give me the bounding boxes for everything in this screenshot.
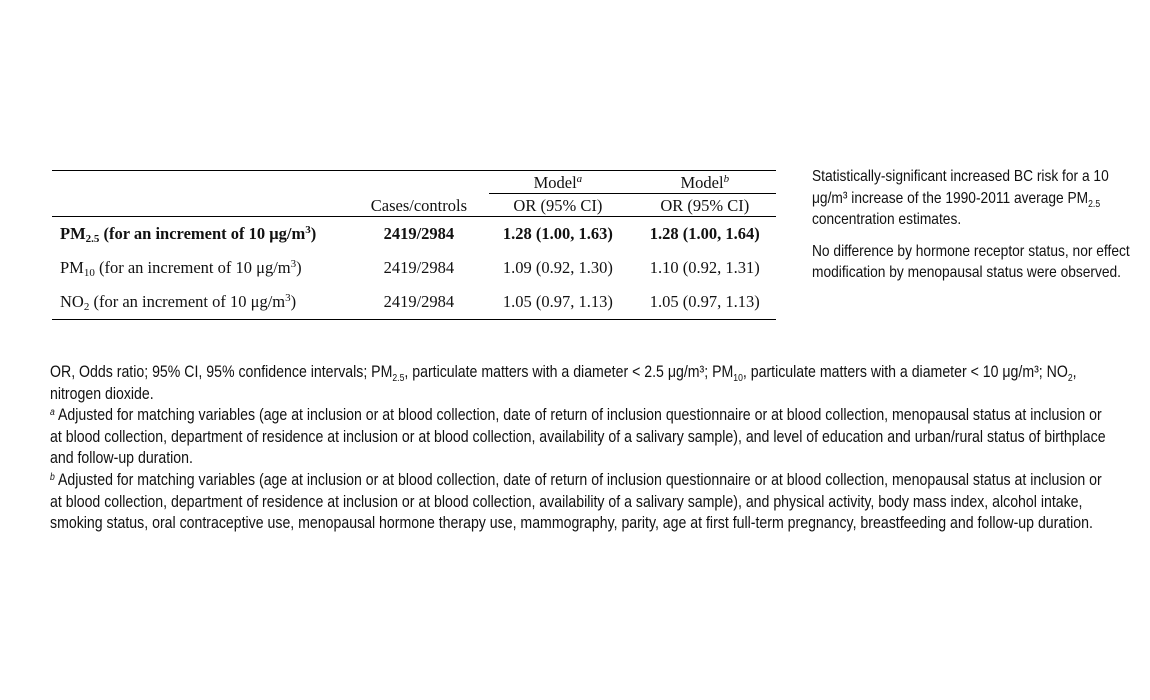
side-note (812, 166, 1132, 294)
row-label: $PM_{10}$ (for an increment of 10 $\mu g/m^3$) (60, 258, 302, 279)
model-a-cell: 1.28 (1.00, 1.63) (502, 224, 613, 243)
side-note-no-difference: No difference by hormone receptor status, nor effect modification by menopausal status were observed. (812, 242, 1130, 281)
results-table-container (52, 170, 776, 320)
model-a-header: Model$^a$ (489, 171, 626, 194)
model-a-cell: 1.05 (0.97, 1.13) (489, 285, 626, 320)
model-b-cell: 1.28 (1.00, 1.64) (649, 224, 760, 243)
row-label: $PM_{2.5}$ (for an increment of 10 $\mu g/m^3$) (60, 224, 317, 245)
header-row-columns (52, 194, 776, 217)
cases-controls-cell: 2419/2984 (383, 224, 455, 243)
model-b-cell: 1.05 (0.97, 1.13) (634, 285, 776, 320)
cases-controls-cell: 2419/2984 (383, 258, 455, 277)
footnote-b: $^b$ Adjusted for matching variables (age at inclusion or at blood collection, date of return of inclusion questionnaire or at blood collection, menopausal status at inclusion or at blood collection, department of residence at inclusion or at blood collection, availability of a salivary sample), and physical activity, body mass index, alcohol intake, smoking status, oral contraceptive use, menopausal hormone therapy use, mammography, parity, age at first full-term pregnancy, breastfeeding and follow-up duration. (50, 470, 1102, 533)
or-ci-header-a: OR (95% CI) (489, 194, 626, 217)
table-row-pm25 (52, 217, 776, 252)
row-label: $NO_2$ (for an increment of 10 $\mu g/m^3$) (52, 285, 356, 320)
table-row-no2 (52, 285, 776, 320)
header-row-models (52, 171, 776, 194)
footnotes (50, 362, 1106, 535)
results-table (52, 170, 776, 320)
footnote-a: $^a$ Adjusted for matching variables (age at inclusion or at blood collection, date of return of inclusion questionnaire or at blood collection, menopausal status at inclusion or at blood collection, department of residence at inclusion or at blood collection, availability of a salivary sample), and level of education and urban/rural status of birthplace and follow-up duration. (50, 406, 1106, 468)
model-b-cell: 1.10 (0.92, 1.31) (649, 258, 760, 277)
cases-controls-header: Cases/controls (356, 194, 483, 217)
model-b-header: Model$^b$ (634, 171, 776, 194)
footnote-abbreviations: OR, Odds ratio; 95% CI, 95% confidence intervals; $PM_{2.5}$, particulate matters with a diameter < 2.5 μg/m³; $PM_{10}$, particulate matters with a diameter < 10 μg/m³; $NO_2$, nitrogen dioxide. (50, 363, 1077, 403)
or-ci-header-b: OR (95% CI) (634, 194, 776, 217)
side-note-finding: Statistically-significant increased BC risk for a 10 μg/m³ increase of the 1990-2011 average $PM_{2.5}$ concentration estimates. (812, 168, 1109, 228)
model-a-cell: 1.09 (0.92, 1.30) (502, 258, 613, 277)
table-row-pm10 (52, 251, 776, 285)
cases-controls-cell: 2419/2984 (356, 285, 483, 320)
